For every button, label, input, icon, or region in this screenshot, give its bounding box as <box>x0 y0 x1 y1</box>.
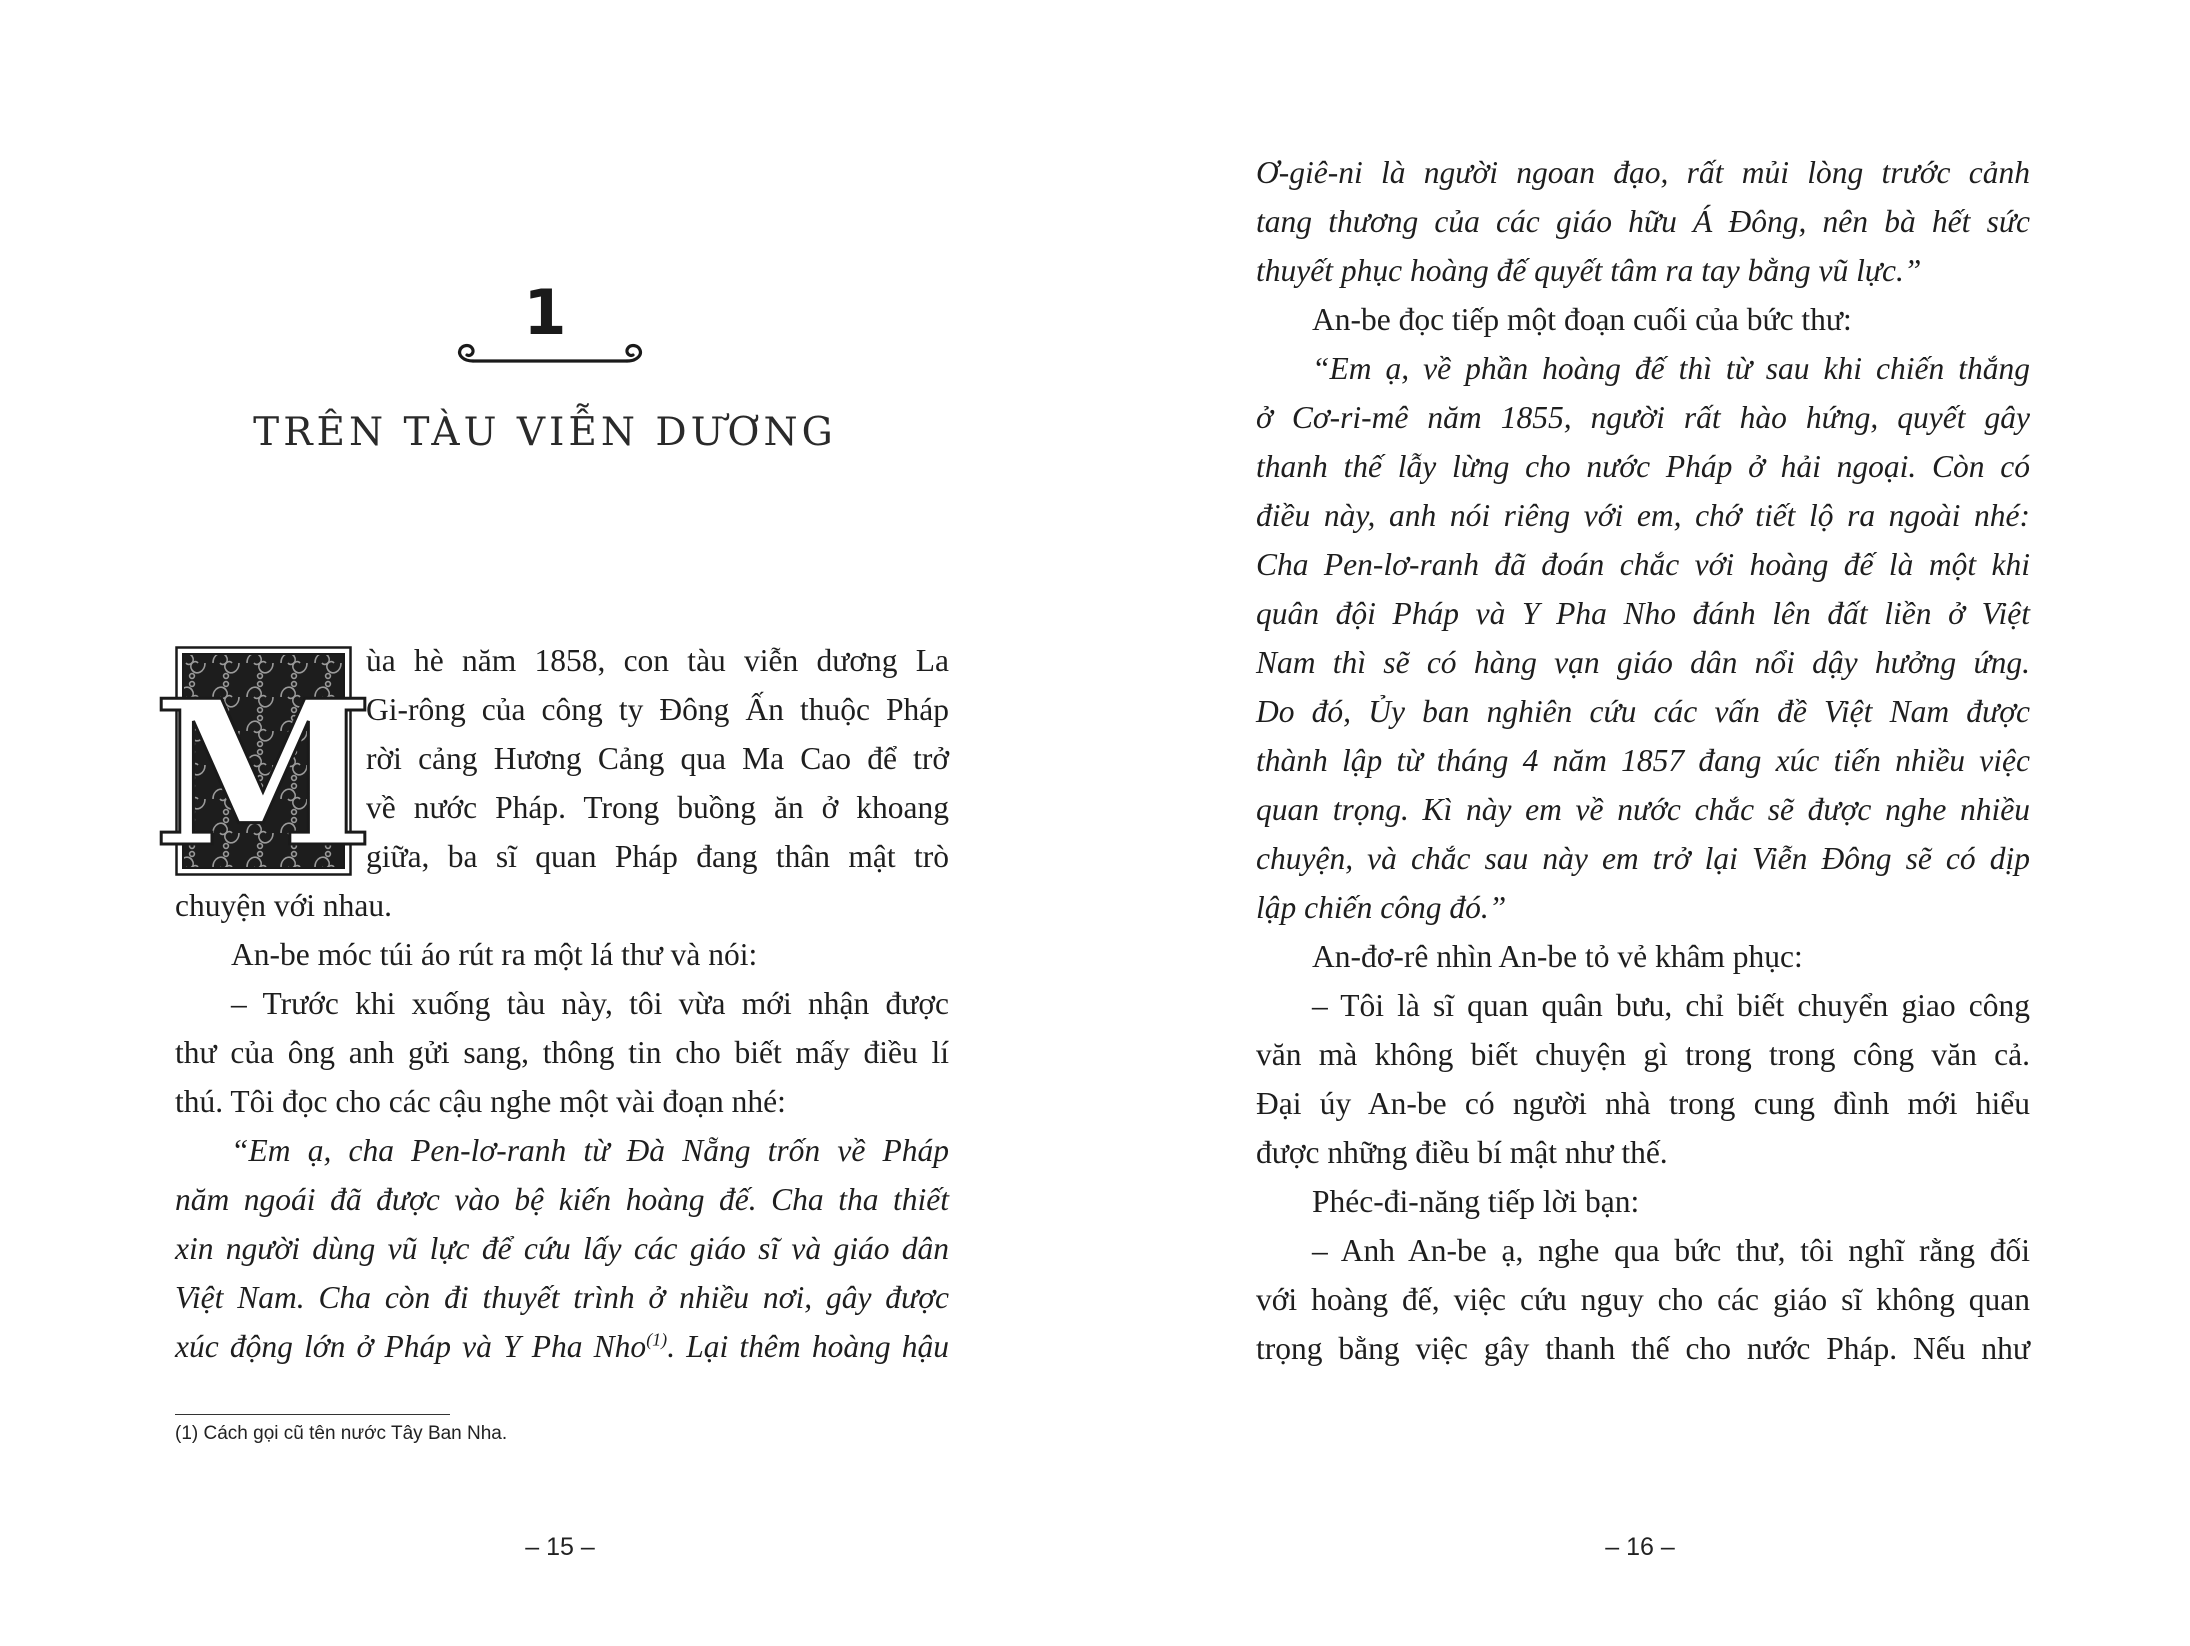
text-line: “Em ạ, cha Pen-lơ-ranh từ Đà Nẵng trốn về Pháp <box>231 1133 949 1168</box>
right-body-text <box>1256 148 2030 1373</box>
text-line: – Trước khi xuống tàu này, tôi vừa mới nhận được <box>231 986 949 1021</box>
text-line: Ơ-giê-ni là người ngoan đạo, rất mủi lòng trước cảnh <box>1256 155 2030 190</box>
drop-cap <box>152 646 375 892</box>
text-line: thuyết phục hoàng đế quyết tâm ra tay bằng vũ lực.” <box>1256 253 1922 288</box>
chapter-title: TRÊN TÀU VIỄN DƯƠNG <box>253 410 837 455</box>
footnote-divider <box>175 1414 450 1415</box>
text-line: An-be móc túi áo rút ra một lá thư và nói: <box>231 937 758 972</box>
text-line: thú. Tôi đọc cho các cậu nghe một vài đoạn nhé: <box>175 1084 786 1119</box>
text-line: giữa, ba sĩ quan Pháp đang thân mật trò <box>366 839 949 874</box>
text-line: Nam thì sẽ có hàng vạn giáo dân nổi dậy hưởng ứng. <box>1256 645 2030 680</box>
text-line: An-be đọc tiếp một đoạn cuối của bức thư: <box>1312 302 1852 337</box>
text-line: quân đội Pháp và Y Pha Nho đánh lên đất liền ở Việt <box>1256 596 2030 631</box>
text-line: An-đơ-rê nhìn An-be tỏ vẻ khâm phục: <box>1312 939 1803 974</box>
text-line: trọng bằng việc gây thanh thế cho nước Pháp. Nếu như <box>1256 1331 2030 1366</box>
text-line: về nước Pháp. Trong buồng ăn ở khoang <box>366 790 949 825</box>
text-line: Gi-rông của công ty Đông Ấn thuộc Pháp <box>366 692 949 727</box>
text-line: được những điều bí mật như thế. <box>1256 1135 1668 1170</box>
text-line: với hoàng đế, việc cứu nguy cho các giáo sĩ không quan <box>1256 1282 2030 1317</box>
text-line: văn mà không biết chuyện gì trong trong công văn cả. <box>1256 1037 2030 1072</box>
text-line: lập chiến công đó.” <box>1256 890 1507 925</box>
text-line: – Tôi là sĩ quan quân bưu, chỉ biết chuyển giao công <box>1312 988 2030 1023</box>
page-number-left: – 15 – <box>525 1533 595 1561</box>
text-line: quan trọng. Kì này em về nước chắc sẽ được nghe nhiều <box>1256 792 2030 827</box>
text-line: – Anh An-be ạ, nghe qua bức thư, tôi nghĩ rằng đối <box>1312 1233 2030 1268</box>
right-page <box>1095 0 2190 1646</box>
scroll-ornament-icon <box>455 340 645 370</box>
text-line: thành lập từ tháng 4 năm 1857 đang xúc tiến nhiều việc <box>1256 743 2030 778</box>
text-line: chuyện với nhau. <box>175 888 392 923</box>
text-line-part: . Lại thêm hoàng hậu <box>667 1329 949 1364</box>
text-line: “Em ạ, về phần hoàng đế thì từ sau khi chiến thắng <box>1312 351 2030 386</box>
text-line <box>175 1322 949 1371</box>
footnote-reference: (1) <box>646 1329 668 1350</box>
drop-cap-ornament-icon <box>152 646 375 892</box>
text-line: thanh thế lẫy lừng cho nước Pháp ở hải ngoại. Còn có <box>1256 449 2030 484</box>
text-line: Do đó, Ủy ban nghiên cứu các vấn đề Việt Nam được <box>1256 694 2030 729</box>
chapter-number: 1 <box>523 276 567 349</box>
text-line: tang thương của các giáo hữu Á Đông, nên bà hết sức <box>1256 204 2030 239</box>
text-line: ở Cơ-ri-mê năm 1855, người rất hào hứng, quyết gây <box>1256 400 2030 435</box>
text-line: Cha Pen-lơ-ranh đã đoán chắc với hoàng đế là một khi <box>1256 547 2030 582</box>
footnote: (1) Cách gọi cũ tên nước Tây Ban Nha. <box>175 1423 508 1444</box>
text-line: rời cảng Hương Cảng qua Ma Cao để trở <box>366 741 949 776</box>
text-line: Đại úy An-be có người nhà trong cung đình mới hiểu <box>1256 1086 2030 1121</box>
text-line: xin người dùng vũ lực để cứu lấy các giáo sĩ và giáo dân <box>175 1231 949 1266</box>
page-number-right: – 16 – <box>1605 1533 1675 1561</box>
text-line: điều này, anh nói riêng với em, chớ tiết lộ ra ngoài nhé: <box>1256 498 2030 533</box>
left-body-text <box>152 636 949 1371</box>
text-line: thư của ông anh gửi sang, thông tin cho biết mấy điều lí <box>175 1035 949 1070</box>
text-line: năm ngoái đã được vào bệ kiến hoàng đế. Cha tha thiết <box>175 1182 949 1217</box>
text-line: Phéc-đi-năng tiếp lời bạn: <box>1312 1184 1640 1219</box>
text-line: ùa hè năm 1858, con tàu viễn dương La <box>366 643 949 678</box>
drop-cap-letter: M <box>152 657 375 892</box>
text-line-part: xúc động lớn ở Pháp và Y Pha Nho <box>175 1329 647 1364</box>
text-line: chuyện, và chắc sau này em trở lại Viễn Đông sẽ có dịp <box>1256 841 2030 876</box>
text-line: Việt Nam. Cha còn đi thuyết trình ở nhiều nơi, gây được <box>175 1280 949 1315</box>
